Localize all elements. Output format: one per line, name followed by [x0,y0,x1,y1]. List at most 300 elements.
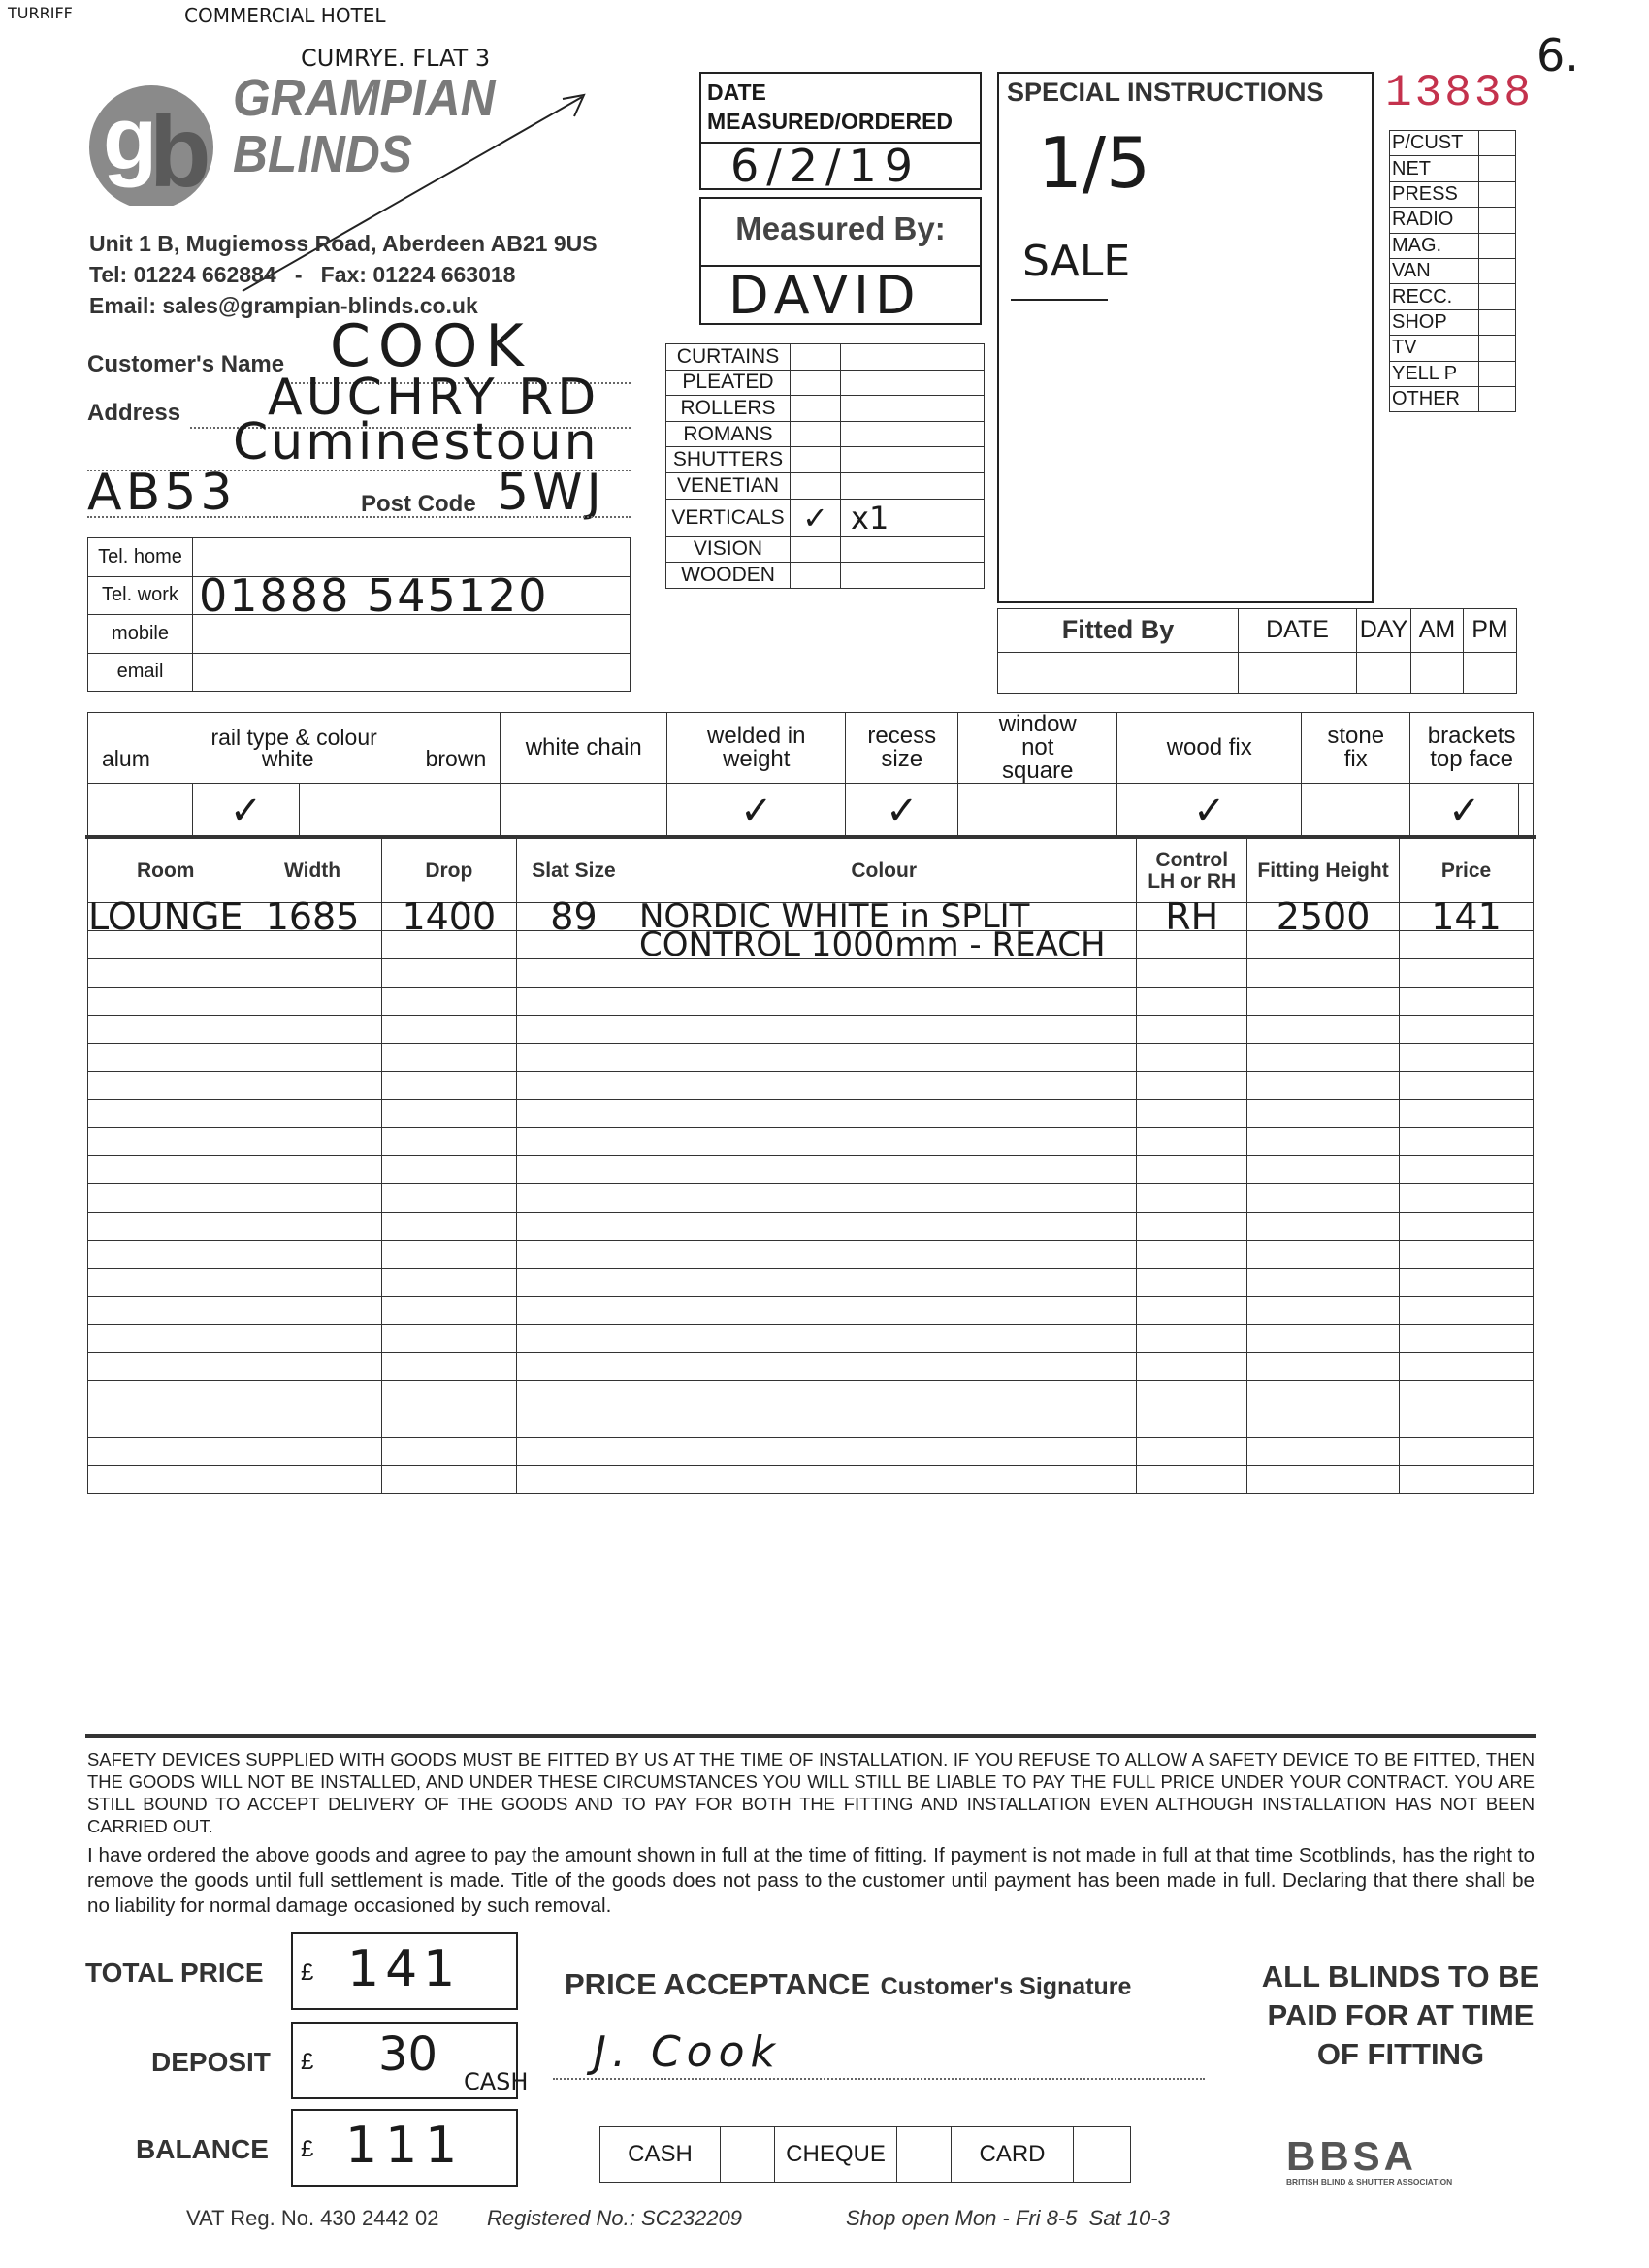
product-type-label: ROLLERS [666,396,791,422]
table-cell[interactable]: NORDIC WHITE in SPLIT [630,903,1136,931]
table-row [88,1381,1534,1409]
table-cell[interactable] [1247,1213,1400,1241]
date-value[interactable]: 6/2/19 [730,140,922,192]
table-cell[interactable] [381,1241,516,1269]
column-header: Room [88,839,243,903]
product-type-label: VISION [666,536,791,563]
table-cell[interactable]: 141 [1400,903,1534,931]
table-cell[interactable] [1400,1325,1534,1353]
table-cell[interactable] [88,1241,243,1269]
order-number: 13838 [1385,68,1535,118]
table-cell[interactable] [1400,1016,1534,1044]
source-check[interactable] [1479,309,1516,335]
special-instructions-box [997,72,1374,603]
table-cell[interactable] [1247,1100,1400,1128]
table-cell[interactable] [1247,1016,1400,1044]
table-cell[interactable] [1400,1044,1534,1072]
table-cell[interactable] [381,1100,516,1128]
table-cell[interactable] [1137,1381,1247,1409]
table-cell[interactable] [243,1241,381,1269]
phone-value[interactable] [193,653,630,692]
source-label: SHOP [1390,309,1479,335]
table-cell[interactable] [1400,1241,1534,1269]
fitted-day-label: DAY [1357,609,1411,653]
table-cell[interactable] [1400,1409,1534,1438]
table-cell[interactable] [381,1213,516,1241]
table-cell[interactable] [1400,1184,1534,1213]
table-cell[interactable] [243,1381,381,1409]
table-cell[interactable] [1247,1438,1400,1466]
product-type-label: WOODEN [666,563,791,589]
table-cell[interactable] [88,1156,243,1184]
fitted-am-value[interactable] [1411,652,1464,694]
table-cell[interactable] [381,1184,516,1213]
table-cell[interactable] [243,988,381,1016]
source-check[interactable] [1479,361,1516,386]
measured-by-value[interactable]: DAVID [728,265,922,326]
company-name-line2: BLINDS [233,125,412,183]
bbsa-tagline: BRITISH BLIND & SHUTTER ASSOCIATION [1286,2177,1453,2187]
recess-size-label: recess size [846,713,958,784]
table-cell[interactable] [1247,1409,1400,1438]
table-cell[interactable] [381,1381,516,1409]
fitted-date-value[interactable] [1239,652,1357,694]
source-check[interactable] [1479,386,1516,411]
product-type-qty[interactable] [841,396,985,422]
table-cell[interactable] [630,1184,1136,1213]
table-cell[interactable] [630,1325,1136,1353]
window-not-square-check[interactable] [958,784,1117,838]
table-cell[interactable] [381,1128,516,1156]
svg-text:g: g [103,89,158,188]
table-cell[interactable] [243,959,381,988]
table-cell[interactable] [516,1072,630,1100]
total-currency: £ [301,1960,314,1986]
table-cell[interactable] [630,1044,1136,1072]
table-row [88,988,1534,1016]
table-cell[interactable] [1400,1100,1534,1128]
product-type-qty[interactable] [841,447,985,473]
phone-grid [87,537,630,692]
annotation-hotel: COMMERCIAL HOTEL [184,4,386,27]
table-cell[interactable] [1247,959,1400,988]
table-cell[interactable] [1247,1269,1400,1297]
white-chain-check[interactable] [501,784,667,838]
table-cell[interactable] [88,988,243,1016]
table-cell[interactable] [381,1353,516,1381]
table-cell[interactable] [243,1269,381,1297]
brackets-top-check[interactable]: ✓ [1410,784,1519,838]
source-label: P/CUST [1390,131,1479,156]
rail-alum-label: alum [102,746,150,771]
agreement-terms: I have ordered the above goods and agree to pay the amount shown in full at the time of fitting. If payment is not made in full at that time Scotblinds, has the right to remove the goods until full settlement is made. Title of the goods does not pass to the customer until payment has been made in full. Declaring that there shall be no liability for normal damage occasioned by such removal. [87,1844,1535,1917]
table-cell[interactable] [516,1016,630,1044]
table-cell[interactable] [630,1353,1136,1381]
table-cell[interactable] [630,1213,1136,1241]
table-cell[interactable]: RH [1137,903,1247,931]
source-label: TV [1390,336,1479,361]
alum-check[interactable] [88,784,193,838]
fitted-day-value[interactable] [1357,652,1411,694]
table-cell[interactable] [630,988,1136,1016]
table-cell[interactable]: 1400 [381,903,516,931]
table-cell[interactable] [243,1325,381,1353]
table-cell[interactable] [243,1128,381,1156]
table-cell[interactable] [1400,1269,1534,1297]
table-row [88,1353,1534,1381]
table-cell[interactable] [243,1297,381,1325]
table-cell[interactable] [1400,1213,1534,1241]
table-cell[interactable] [516,1156,630,1184]
table-cell[interactable] [381,1156,516,1184]
total-price-box[interactable] [291,1932,518,2010]
table-cell[interactable] [88,1100,243,1128]
source-label: RECC. [1390,284,1479,309]
table-cell[interactable] [1137,1409,1247,1438]
source-check[interactable] [1479,181,1516,207]
address-line2[interactable]: Cuminestoun [233,413,599,471]
table-cell[interactable] [1247,1466,1400,1494]
wood-fix-check[interactable]: ✓ [1117,784,1302,838]
table-cell[interactable] [1400,988,1534,1016]
table-cell[interactable] [243,1466,381,1494]
measured-by-label: Measured By: [735,211,946,246]
product-type-label: CURTAINS [666,344,791,371]
table-cell[interactable] [1247,1072,1400,1100]
brackets-top-label: top [1430,746,1463,772]
column-header: Control LH or RH [1137,839,1247,903]
brackets-face-label: face [1469,746,1513,772]
product-type-qty[interactable] [841,536,985,563]
white-check[interactable]: ✓ [193,784,300,838]
table-cell[interactable] [630,1297,1136,1325]
product-type-check[interactable] [791,396,841,422]
table-cell[interactable] [516,1381,630,1409]
table-cell[interactable] [516,1128,630,1156]
product-type-check[interactable] [791,472,841,499]
product-type-qty[interactable] [841,563,985,589]
postcode-value[interactable]: 5WJ [497,464,605,522]
table-cell[interactable] [630,1466,1136,1494]
table-row [88,1325,1534,1353]
table-cell[interactable] [1137,1128,1247,1156]
source-check[interactable] [1479,233,1516,258]
source-check[interactable] [1479,284,1516,309]
stone-fix-check[interactable] [1302,784,1410,838]
column-header: Slat Size [516,839,630,903]
table-cell[interactable] [1400,1381,1534,1409]
payment-cheque-check[interactable] [897,2127,952,2183]
payment-cheque-label: CHEQUE [775,2127,897,2183]
table-cell[interactable] [1400,1156,1534,1184]
table-cell[interactable] [381,1438,516,1466]
payment-cash-check[interactable] [721,2127,775,2183]
table-cell[interactable] [1137,959,1247,988]
table-cell[interactable] [1247,1128,1400,1156]
table-cell[interactable] [1400,1438,1534,1466]
deposit-note[interactable]: CASH [464,2068,529,2095]
table-cell[interactable] [1137,1156,1247,1184]
product-type-check[interactable] [791,370,841,396]
company-logo [85,70,241,206]
table-cell[interactable] [630,1241,1136,1269]
table-cell[interactable] [243,1044,381,1072]
table-cell[interactable] [381,959,516,988]
table-cell[interactable]: 89 [516,903,630,931]
welded-weight-check[interactable]: ✓ [667,784,846,838]
table-cell[interactable] [630,1016,1136,1044]
table-cell[interactable] [516,959,630,988]
fitted-am-label: AM [1411,609,1464,653]
table-cell[interactable] [516,1213,630,1241]
deposit-currency: £ [301,2049,314,2075]
special-instructions-label: SPECIAL INSTRUCTIONS [1007,78,1324,107]
table-cell[interactable] [381,1044,516,1072]
company-name-line1: GRAMPIAN [233,69,496,127]
column-header: Drop [381,839,516,903]
table-cell[interactable] [88,1438,243,1466]
table-cell[interactable] [88,1213,243,1241]
table-cell[interactable] [1247,1325,1400,1353]
table-cell[interactable] [1137,1466,1247,1494]
table-cell[interactable] [1247,988,1400,1016]
table-cell[interactable] [1247,1297,1400,1325]
table-cell[interactable] [630,1269,1136,1297]
table-cell[interactable] [1137,1016,1247,1044]
table-cell[interactable]: 2500 [1247,903,1400,931]
table-cell[interactable] [243,1156,381,1184]
table-cell[interactable] [1247,1156,1400,1184]
table-cell[interactable] [381,1072,516,1100]
table-cell[interactable] [1137,1297,1247,1325]
table-cell[interactable] [88,1297,243,1325]
table-cell[interactable] [88,1016,243,1044]
payment-cash-label: CASH [600,2127,721,2183]
table-cell[interactable] [1247,1241,1400,1269]
page-number: 6. [1536,29,1579,81]
product-type-check[interactable] [791,447,841,473]
table-cell[interactable] [88,1409,243,1438]
table-cell[interactable] [88,1128,243,1156]
source-check[interactable] [1479,336,1516,361]
table-cell[interactable] [1400,1466,1534,1494]
fitted-by-value[interactable] [998,652,1239,694]
table-row [88,1269,1534,1297]
table-cell[interactable] [88,1184,243,1213]
address-line3[interactable]: AB53 [87,464,237,522]
fitted-by-label: Fitted By [998,609,1239,653]
table-cell[interactable] [516,1409,630,1438]
table-cell[interactable] [1247,1353,1400,1381]
column-header: Fitting Height [1247,839,1400,903]
table-row [88,1409,1534,1438]
product-type-label: VERTICALS [666,499,791,536]
annotation-flat: CUMRYE. FLAT 3 [301,45,491,72]
window-not-square-label: window not square [958,713,1117,784]
table-cell[interactable] [1247,1044,1400,1072]
table-cell[interactable] [1137,988,1247,1016]
table-cell[interactable] [1400,1128,1534,1156]
source-check[interactable] [1479,258,1516,283]
table-cell[interactable] [88,1466,243,1494]
table-cell[interactable] [1247,1184,1400,1213]
table-cell[interactable] [630,1409,1136,1438]
table-cell[interactable] [630,1128,1136,1156]
source-check[interactable] [1479,208,1516,233]
source-label: NET [1390,156,1479,181]
brown-check[interactable] [300,784,501,838]
date-label: DATE MEASURED/ORDERED [707,80,954,134]
product-type-check[interactable] [791,536,841,563]
table-cell[interactable] [1400,1353,1534,1381]
table-cell[interactable] [243,1184,381,1213]
balance-currency: £ [301,2136,314,2162]
phone-label: mobile [88,615,193,654]
table-cell[interactable] [516,1325,630,1353]
table-cell[interactable] [1137,1438,1247,1466]
address-line1[interactable]: AUCHRY RD [268,369,600,427]
table-row [88,1241,1534,1269]
table-cell[interactable]: 1685 [243,903,381,931]
phone-value[interactable]: 01888 545120 [193,576,630,615]
recess-size-check[interactable]: ✓ [846,784,958,838]
product-type-qty[interactable]: x1 [841,499,985,536]
table-cell[interactable] [88,1381,243,1409]
table-cell[interactable] [516,1297,630,1325]
table-cell[interactable] [381,1409,516,1438]
table-cell[interactable] [381,1325,516,1353]
product-type-check[interactable] [791,421,841,447]
deposit-box[interactable] [291,2022,529,2099]
product-type-qty[interactable] [841,472,985,499]
deposit-label: DEPOSIT [151,2047,271,2077]
stone-fix-label: stone fix [1302,713,1410,784]
table-cell[interactable] [1137,1044,1247,1072]
signature-line[interactable] [553,2078,1205,2080]
source-check[interactable] [1479,156,1516,181]
payment-methods [599,2126,1131,2183]
table-cell[interactable] [88,1353,243,1381]
table-row [88,1213,1534,1241]
table-cell[interactable] [381,1297,516,1325]
welded-weight-label: welded in weight [667,713,846,784]
table-cell[interactable] [1400,959,1534,988]
balance-value[interactable]: 111 [345,2117,466,2175]
table-cell[interactable]: CONTROL 1000mm - REACH [630,931,1136,959]
table-cell[interactable] [243,1213,381,1241]
payment-notice: ALL BLINDS TO BE PAID FOR AT TIME OF FITTING [1261,1960,1540,2071]
table-row [88,1438,1534,1466]
table-cell[interactable] [1247,1381,1400,1409]
phone-label: Tel. work [88,576,193,615]
customer-name-label: Customer's Name [87,351,285,377]
payment-card-check[interactable] [1074,2127,1131,2183]
table-cell[interactable] [243,1016,381,1044]
source-label: VAN [1390,258,1479,283]
deposit-value[interactable]: 30 [378,2027,438,2082]
special-instructions-line2[interactable]: SALE [1022,237,1131,286]
fitted-pm-value[interactable] [1464,652,1517,694]
company-phone: Tel: 01224 662884 - Fax: 01224 663018 [89,262,516,287]
table-cell[interactable] [1137,1269,1247,1297]
table-cell[interactable] [1137,1241,1247,1269]
source-label: PRESS [1390,181,1479,207]
table-row [88,1016,1534,1044]
product-type-qty[interactable] [841,421,985,447]
table-cell[interactable] [516,1044,630,1072]
table-cell[interactable] [243,1353,381,1381]
table-cell[interactable] [516,1438,630,1466]
brackets-label: brackets [1427,723,1516,749]
product-type-check[interactable] [791,563,841,589]
table-cell[interactable] [381,1466,516,1494]
table-cell[interactable] [630,1381,1136,1409]
table-cell[interactable] [516,988,630,1016]
table-cell[interactable] [516,1241,630,1269]
customer-name-value[interactable]: COOK [330,312,532,380]
table-cell[interactable] [630,1100,1136,1128]
table-row [88,1044,1534,1072]
product-type-qty[interactable] [841,344,985,371]
table-cell[interactable] [88,959,243,988]
table-cell[interactable] [88,1269,243,1297]
table-cell[interactable] [381,1269,516,1297]
table-cell[interactable] [381,1016,516,1044]
source-label: OTHER [1390,386,1479,411]
product-type-check[interactable]: ✓ [791,499,841,536]
table-cell[interactable] [1400,1072,1534,1100]
table-cell[interactable] [516,1466,630,1494]
table-cell[interactable] [88,1325,243,1353]
balance-label: BALANCE [136,2134,269,2164]
special-instructions-line1[interactable]: 1/5 [1038,122,1150,204]
table-cell[interactable] [381,988,516,1016]
source-label: YELL P [1390,361,1479,386]
table-cell[interactable] [88,1072,243,1100]
total-price-value[interactable]: 141 [347,1940,462,1998]
table-cell[interactable] [88,1044,243,1072]
table-cell[interactable] [516,1353,630,1381]
table-cell[interactable] [630,1438,1136,1466]
table-cell[interactable]: LOUNGE [88,895,243,938]
table-cell[interactable] [243,1072,381,1100]
table-cell[interactable] [1137,1072,1247,1100]
table-cell[interactable] [1137,1213,1247,1241]
measured-by-box [699,197,982,325]
company-email: Email: sales@grampian-blinds.co.uk [89,293,478,318]
balance-box[interactable] [291,2109,518,2187]
table-cell[interactable] [243,1100,381,1128]
table-cell[interactable] [243,1409,381,1438]
table-cell[interactable] [516,1100,630,1128]
table-cell[interactable] [630,1072,1136,1100]
product-type-qty[interactable] [841,370,985,396]
table-cell[interactable] [1400,1297,1534,1325]
bbsa-logo-text: BBSA [1286,2133,1418,2179]
table-cell[interactable] [1137,1325,1247,1353]
table-cell[interactable] [630,1156,1136,1184]
price-acceptance-label: PRICE ACCEPTANCE [565,1967,871,2001]
table-cell[interactable] [1137,1100,1247,1128]
table-cell[interactable] [1137,1184,1247,1213]
brackets-face-check[interactable] [1519,784,1534,838]
source-check[interactable] [1479,131,1516,156]
table-cell[interactable] [1137,1353,1247,1381]
product-type-check[interactable] [791,344,841,371]
table-cell[interactable] [516,1184,630,1213]
table-cell[interactable] [516,1269,630,1297]
table-cell[interactable] [243,1438,381,1466]
